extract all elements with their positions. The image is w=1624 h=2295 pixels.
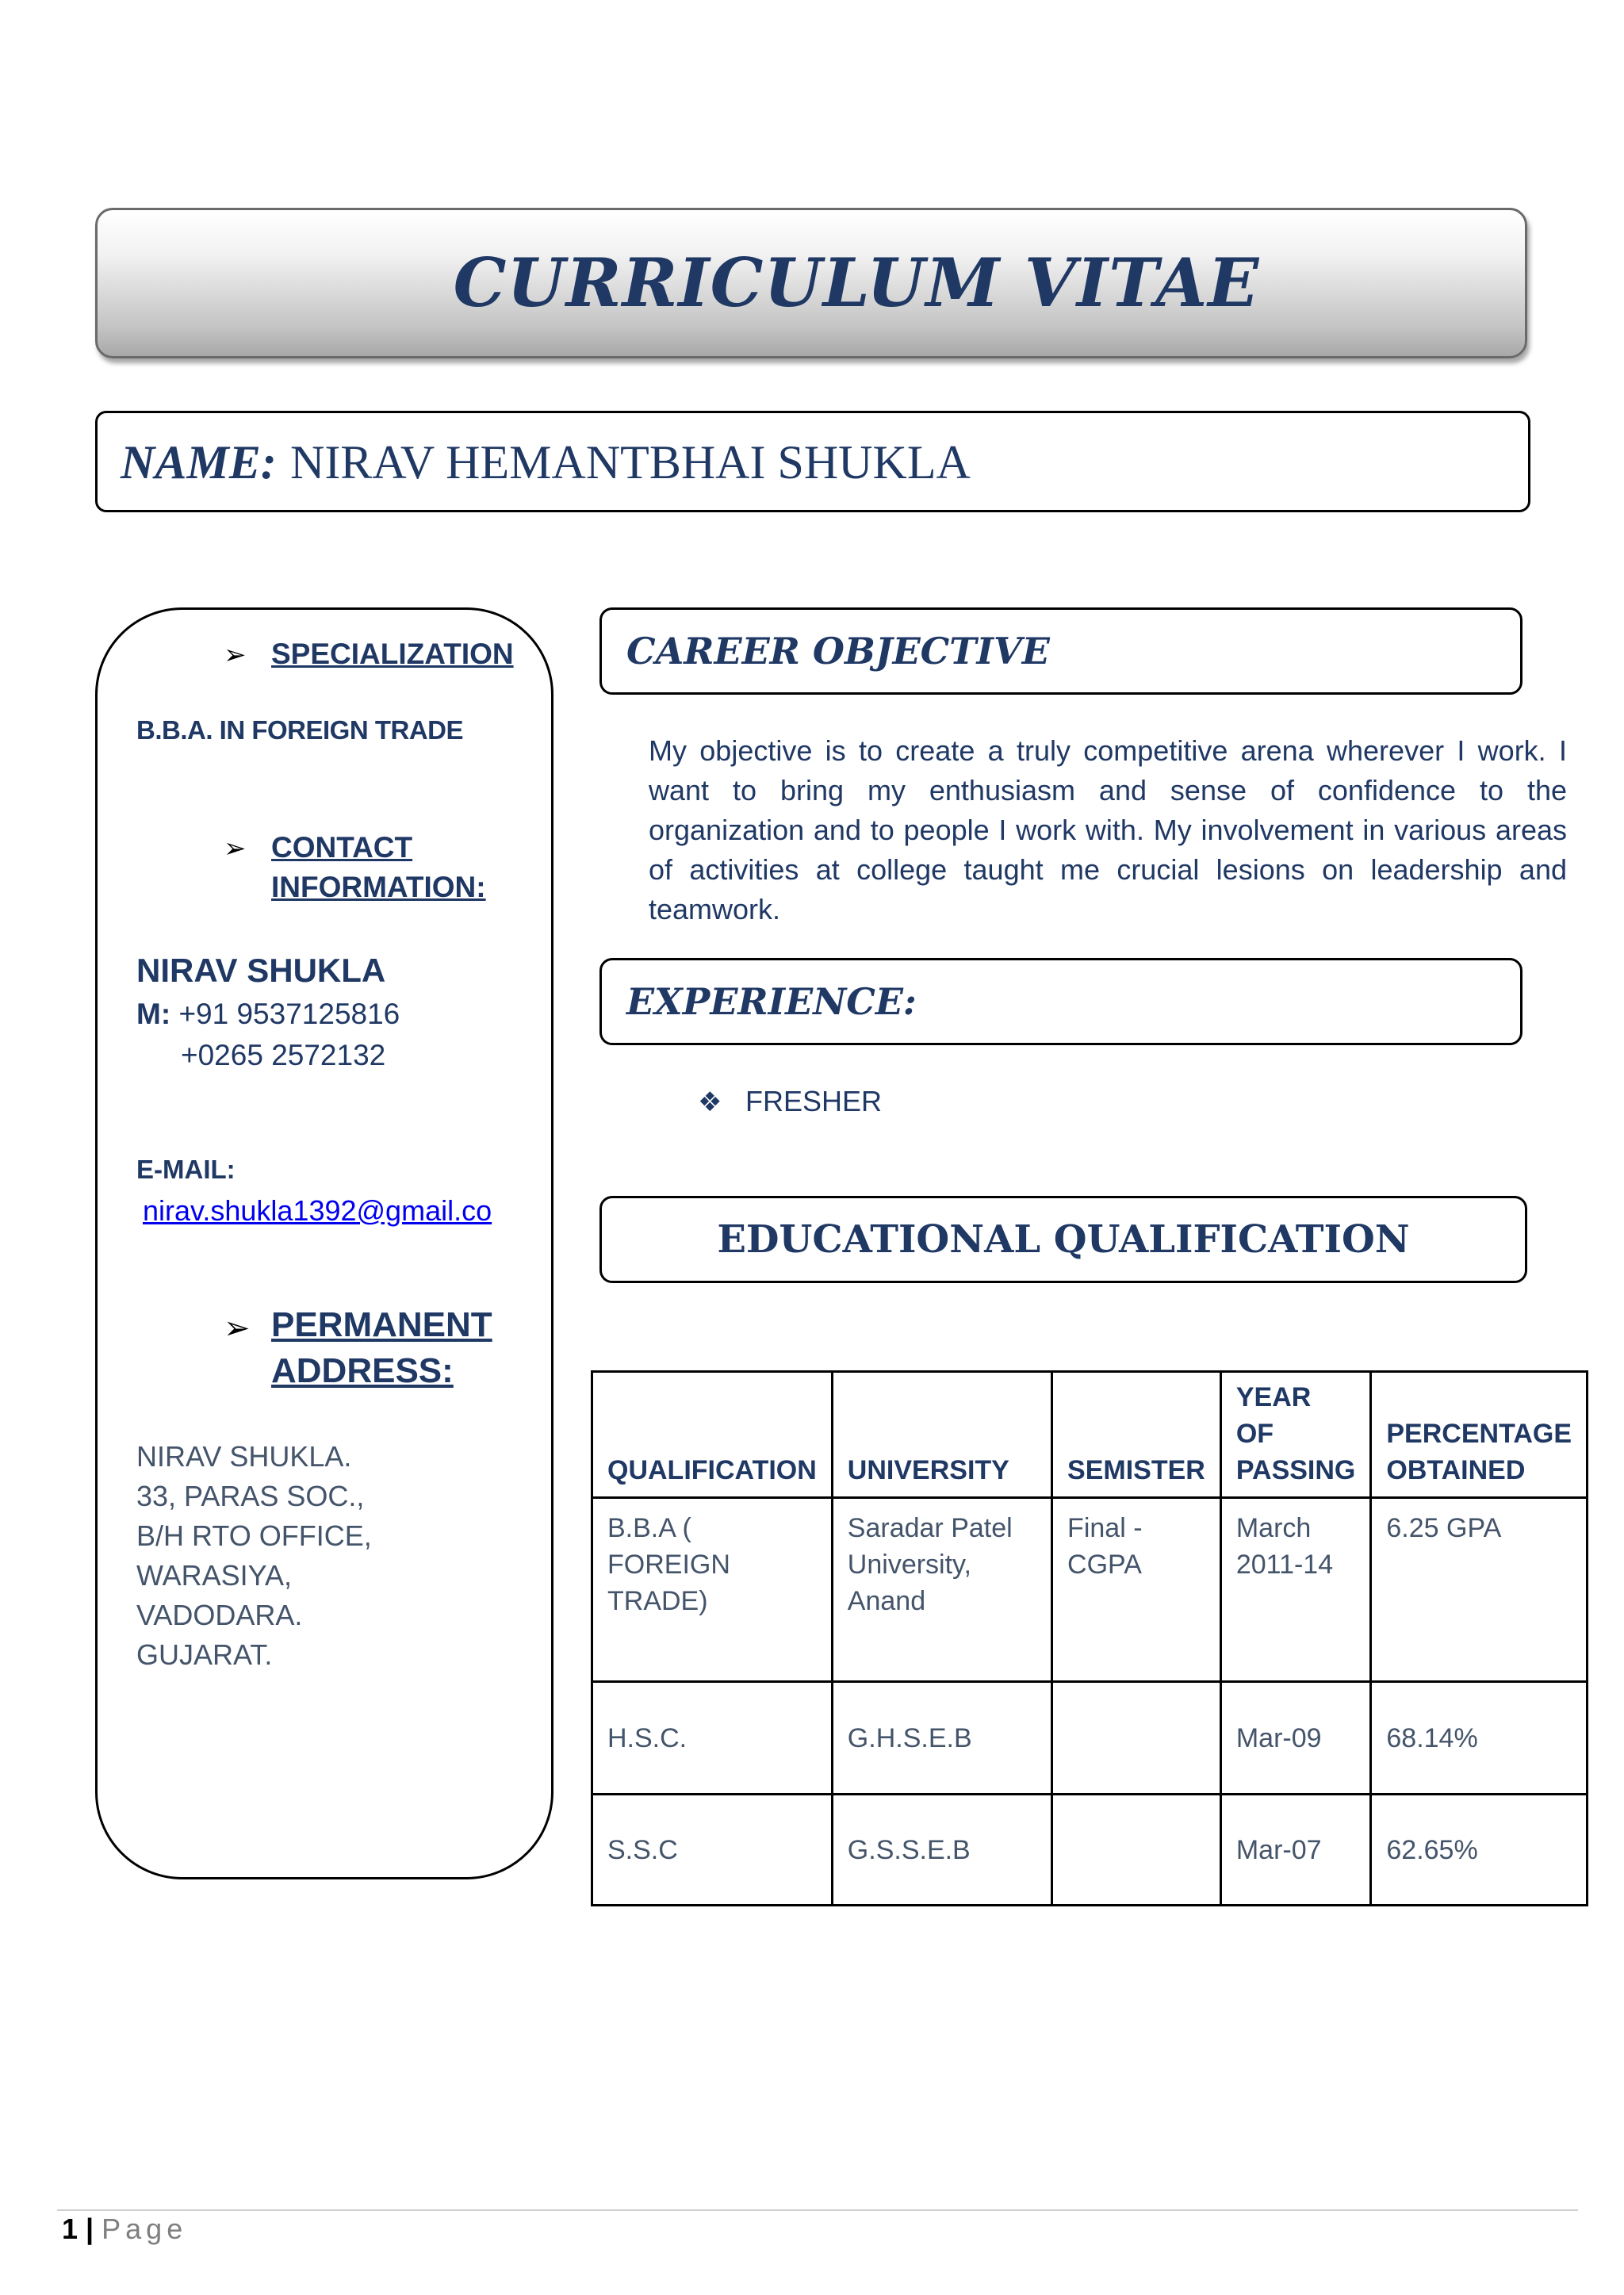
mobile-number: +91 9537125816 bbox=[178, 998, 400, 1030]
column-header: SEMISTER bbox=[1052, 1372, 1221, 1498]
address-block bbox=[136, 1437, 372, 1675]
address-line: GUJARAT. bbox=[136, 1638, 273, 1671]
address-line: 33, PARAS SOC., bbox=[136, 1480, 365, 1512]
name-value: NIRAV HEMANTBHAI SHUKLA bbox=[290, 436, 971, 489]
name-label: NAME: bbox=[121, 436, 277, 489]
address-line: VADODARA. bbox=[136, 1599, 303, 1631]
column-header: UNIVERSITY bbox=[832, 1372, 1051, 1498]
address-heading: PERMANENT bbox=[271, 1305, 492, 1344]
page-footer bbox=[62, 2213, 187, 2246]
arrow-bullet-icon: ➢ bbox=[224, 833, 247, 864]
mobile-label: M: bbox=[136, 998, 171, 1030]
table-cell bbox=[1052, 1682, 1221, 1795]
experience-heading: EXPERIENCE: bbox=[626, 980, 917, 1023]
table-cell: Mar-07 bbox=[1220, 1795, 1371, 1906]
footer-divider bbox=[57, 2209, 1578, 2211]
contact-heading: CONTACT bbox=[271, 831, 413, 864]
phone-number: +0265 2572132 bbox=[181, 1039, 386, 1071]
table-row bbox=[592, 1795, 1588, 1906]
arrow-bullet-icon: ➢ bbox=[224, 1310, 251, 1347]
email-link[interactable]: nirav.shukla1392@gmail.co bbox=[143, 1194, 492, 1227]
experience-item: FRESHER bbox=[745, 1085, 883, 1117]
specialization-heading: SPECIALIZATION bbox=[271, 638, 514, 670]
table-cell: Mar-09 bbox=[1220, 1682, 1371, 1795]
address-line: WARASIYA, bbox=[136, 1559, 293, 1592]
education-heading: EDUCATIONAL QUALIFICATION bbox=[717, 1217, 1410, 1262]
page-number: 1 bbox=[62, 2213, 79, 2245]
table-cell: Final - CGPA bbox=[1052, 1498, 1221, 1682]
table-cell: 6.25 GPA bbox=[1371, 1498, 1588, 1682]
table-cell: G.H.S.E.B bbox=[832, 1682, 1051, 1795]
column-header: PERCENTAGE OBTAINED bbox=[1371, 1372, 1588, 1498]
page-label: Page bbox=[102, 2213, 188, 2245]
education-table bbox=[591, 1370, 1588, 1906]
table-cell: H.S.C. bbox=[592, 1682, 833, 1795]
column-header: YEAR OF PASSING bbox=[1220, 1372, 1371, 1498]
footer-separator: | bbox=[86, 2213, 94, 2245]
career-heading: CAREER OBJECTIVE bbox=[626, 630, 1050, 672]
address-line: NIRAV SHUKLA. bbox=[136, 1440, 352, 1473]
career-objective-text: My objective is to create a truly competitive arena wherever I work. I want to bring my enthusiasm and sense of confidence to the organization and to people I work with. My involvement in various areas of activities at college taught me crucial lesions on leadership and teamwork. bbox=[649, 734, 1567, 925]
table-cell: 62.65% bbox=[1371, 1795, 1588, 1906]
contact-name: NIRAV SHUKLA bbox=[136, 952, 386, 989]
table-header-row bbox=[592, 1372, 1588, 1498]
mobile-row bbox=[136, 998, 400, 1031]
table-cell: G.S.S.E.B bbox=[832, 1795, 1051, 1906]
table-cell: 68.14% bbox=[1371, 1682, 1588, 1795]
email-label: E-MAIL: bbox=[136, 1155, 236, 1184]
table-row bbox=[592, 1498, 1588, 1682]
table-cell: S.S.C bbox=[592, 1795, 833, 1906]
contact-heading-line2: INFORMATION: bbox=[271, 871, 486, 903]
address-line: B/H RTO OFFICE, bbox=[136, 1519, 372, 1552]
table-cell: Saradar Patel University, Anand bbox=[832, 1498, 1051, 1682]
table-cell: March 2011-14 bbox=[1220, 1498, 1371, 1682]
arrow-bullet-icon: ➢ bbox=[224, 639, 247, 671]
specialization-value: B.B.A. IN FOREIGN TRADE bbox=[136, 715, 464, 745]
table-cell bbox=[1052, 1795, 1221, 1906]
sidebar-panel bbox=[95, 607, 553, 1879]
address-heading-line2: ADDRESS: bbox=[271, 1351, 454, 1390]
diamond-bullet-icon: ❖ bbox=[698, 1087, 722, 1117]
table-cell: B.B.A ( FOREIGN TRADE) bbox=[592, 1498, 833, 1682]
page-title: CURRICULUM VITAE bbox=[453, 243, 1260, 322]
column-header: QUALIFICATION bbox=[592, 1372, 833, 1498]
table-row bbox=[592, 1682, 1588, 1795]
